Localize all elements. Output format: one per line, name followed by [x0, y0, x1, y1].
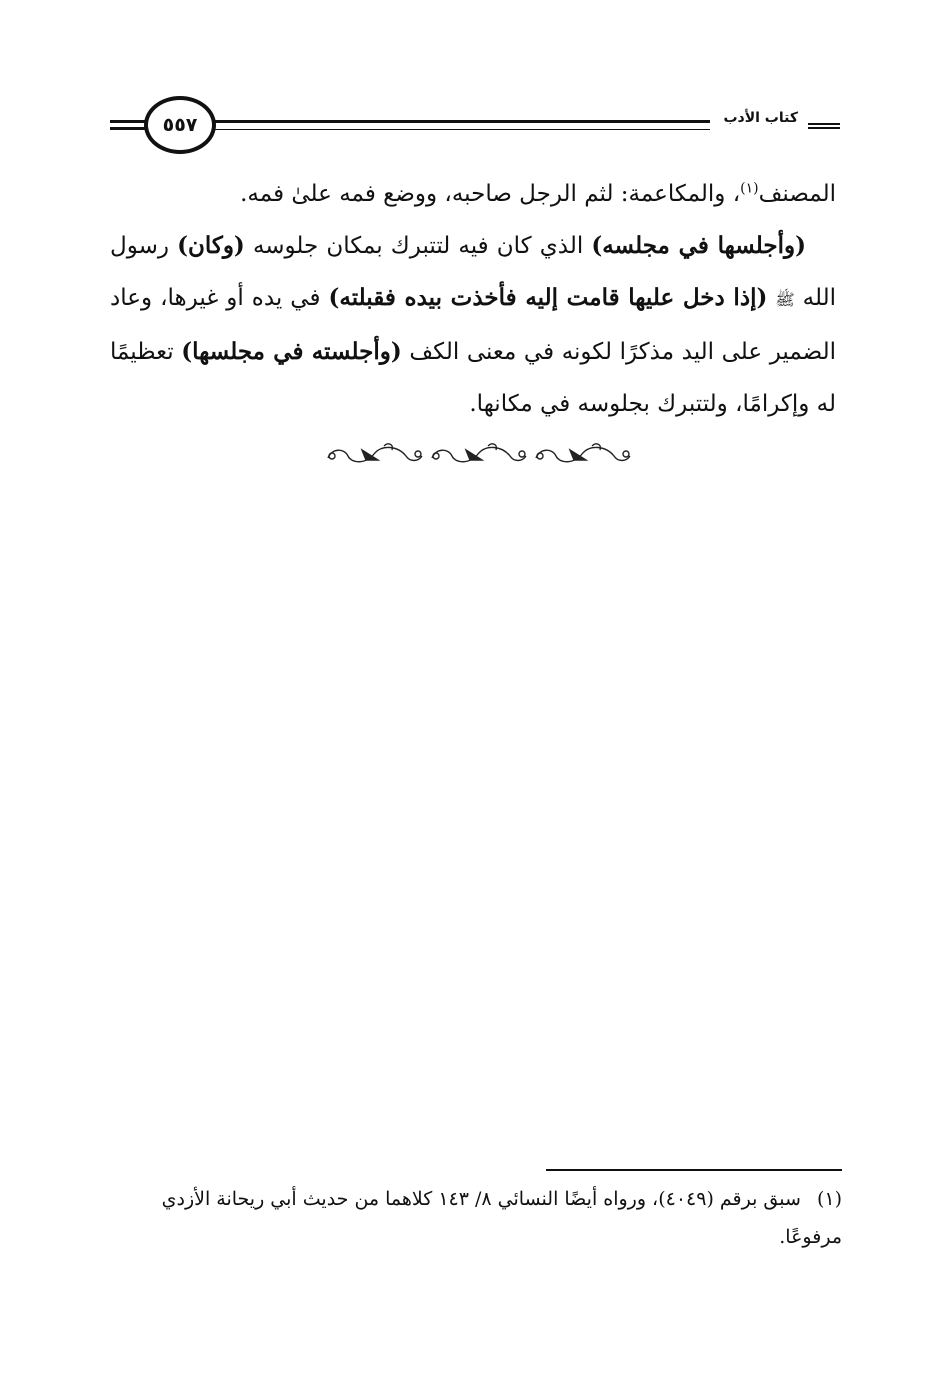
page-number: ٥٥٧ [144, 96, 216, 154]
footnote-reference[interactable]: (١) [740, 180, 759, 197]
footnote-item [110, 1180, 842, 1256]
quoted-hadith-text: (وأجلسها في مجلسه) [591, 232, 806, 259]
quoted-hadith-text: (وأجلسته في مجلسها) [181, 338, 402, 365]
paragraph-1 [110, 168, 836, 220]
ornament-unit [432, 444, 526, 462]
footnote-number: (١) [816, 1188, 842, 1210]
text-run: الذي كان فيه لتتبرك بمكان جلوسه [244, 233, 592, 259]
quoted-hadith-text: (وكان) [177, 232, 245, 259]
text-run: ، والمكاعمة: لثم الرجل صاحبه، ووضع فمه علىٰ فمه. [240, 181, 741, 207]
quoted-hadith-text: (إذا دخل عليها قامت إليه فأخذت بيده فقبلته) [328, 284, 768, 311]
header-rule-tail [808, 123, 840, 129]
ornament-unit [536, 444, 630, 462]
footnotes [110, 1180, 842, 1256]
main-text [110, 168, 836, 430]
text-run: تعظيمًا له وإكرامًا، ولتتبرك بجلوسه في مكانها. [110, 339, 836, 417]
text-run: المصنف [758, 181, 836, 207]
floral-divider-icon [322, 434, 634, 474]
text-run: في يده أو غيرها، وعاد الضمير على اليد مذكرًا لكونه في معنى الكف [110, 285, 836, 365]
paragraph-2 [110, 220, 836, 430]
ornament-unit [328, 444, 422, 462]
salutation-symbol: ﷺ [775, 290, 795, 309]
running-title: كتاب الأدب [719, 110, 802, 126]
header-rule [210, 120, 710, 130]
footnote-separator [546, 1169, 842, 1171]
footnote-text: سبق برقم (٤٠٤٩)، ورواه أيضًا النسائي ٨/ ١٤٣ كلاهما من حديث أبي ريحانة الأزدي مرفوعًا. [161, 1188, 842, 1248]
page-header [110, 96, 840, 162]
text-run: رسول الله [110, 233, 837, 311]
